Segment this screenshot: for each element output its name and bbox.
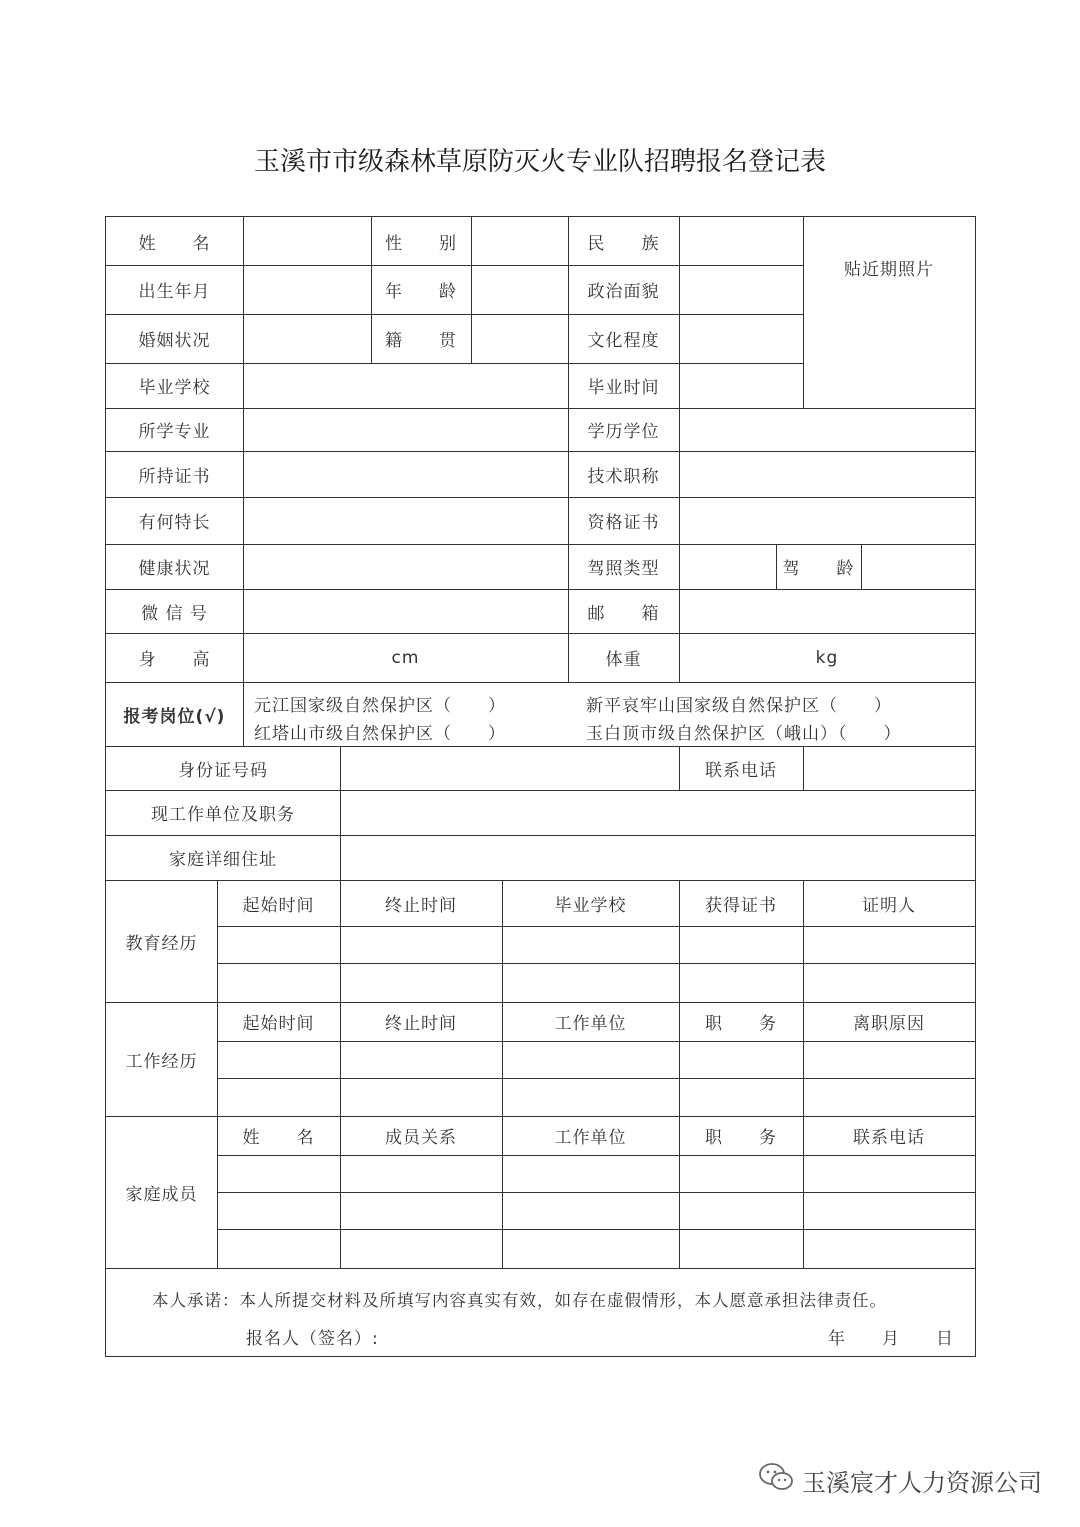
wechat-icon [758,1462,794,1498]
driving-years-label: 驾 龄 [782,559,855,579]
edu-header: 毕业学校 [554,895,627,916]
row-line [217,1041,975,1042]
weight-unit: kg [815,647,839,668]
certificates-label: 所持证书 [138,466,211,487]
work-header: 工作单位 [554,1014,627,1034]
address-label: 家庭详细住址 [169,850,277,870]
wechat-account-footer [758,1462,1042,1498]
skills-label: 有何特长 [138,513,211,533]
weight-label: 体重 [605,650,642,670]
position-label: 报考岗位(√) [123,706,226,727]
col-line [217,880,218,1268]
work-section-label: 工作经历 [125,1051,198,1072]
col-line [471,217,472,363]
qualification-label: 资格证书 [587,513,660,533]
native-place-label: 籍 贯 [385,331,457,351]
photo-placeholder[interactable]: 贴近期照片 [844,260,934,280]
license-type-label: 驾照类型 [587,559,660,579]
family-header: 职 务 [705,1128,777,1148]
wechat-label: 微 信 号 [141,603,208,624]
family-header: 联系电话 [853,1128,925,1148]
major-label: 所学专业 [138,422,211,442]
marriage-label: 婚姻状况 [138,331,211,351]
col-line [679,880,680,1268]
birth-label: 出生年月 [138,282,211,302]
date-label: 年 月 日 [828,1328,954,1349]
row-line [217,1192,975,1193]
education-section-label: 教育经历 [125,933,198,954]
col-line [803,880,804,1268]
position-option[interactable]: 新平哀牢山国家级自然保护区（ ） [586,695,892,716]
work-header: 离职原因 [853,1014,925,1034]
education-level-label: 文化程度 [587,331,660,351]
col-line [861,544,862,589]
col-line [502,880,503,1268]
row-line [217,1078,975,1079]
signature-label: 报名人（签名）: [246,1328,379,1349]
position-option[interactable]: 玉白顶市级自然保护区（峨山）（ ） [586,723,902,744]
row-line [217,1229,975,1230]
col-line [340,746,341,880]
row-line [106,1268,975,1269]
name-label: 姓 名 [138,233,211,254]
wechat-account-name: 玉溪宸才人力资源公司 [802,1468,1042,1497]
registration-form-table [105,216,976,1357]
page-title: 玉溪市市级森林草原防灭火专业队招聘报名登记表 [253,147,826,177]
work-header: 起始时间 [242,1014,315,1034]
politics-label: 政治面貌 [587,282,660,302]
col-line [803,746,804,790]
email-label: 邮 箱 [587,603,660,624]
phone-label: 联系电话 [705,760,777,781]
row-line [217,926,975,927]
id-number-label: 身份证号码 [178,760,268,781]
ethnicity-label: 民 族 [587,233,660,254]
current-work-label: 现工作单位及职务 [151,805,295,825]
family-header: 成员关系 [385,1128,457,1148]
row-line [217,963,975,964]
row-line [217,1155,975,1156]
col-line [340,880,341,1268]
work-header: 终止时间 [385,1014,457,1034]
position-option[interactable]: 元江国家级自然保护区（ ） [254,695,506,716]
grad-time-label: 毕业时间 [587,378,660,398]
edu-header: 起始时间 [242,895,315,916]
height-unit: cm [391,647,420,668]
tech-title-label: 技术职称 [587,466,660,487]
family-header: 工作单位 [554,1128,627,1148]
edu-header: 终止时间 [385,895,457,916]
edu-header: 获得证书 [705,895,777,916]
family-section-label: 家庭成员 [125,1184,198,1205]
col-line [679,217,680,682]
edu-header: 证明人 [862,895,916,916]
gender-label: 性 别 [385,233,457,254]
family-header: 姓 名 [242,1128,315,1148]
age-label: 年 龄 [385,282,457,302]
pledge-text: 本人承诺：本人所提交材料及所填写内容真实有效，如存在虚假情形，本人愿意承担法律责任。 [152,1291,887,1310]
degree-label: 学历学位 [587,422,660,442]
health-label: 健康状况 [138,559,211,579]
height-label: 身 高 [138,650,211,670]
school-label: 毕业学校 [138,378,211,398]
position-option[interactable]: 红塔山市级自然保护区（ ） [254,723,506,744]
work-header: 职 务 [705,1014,777,1034]
